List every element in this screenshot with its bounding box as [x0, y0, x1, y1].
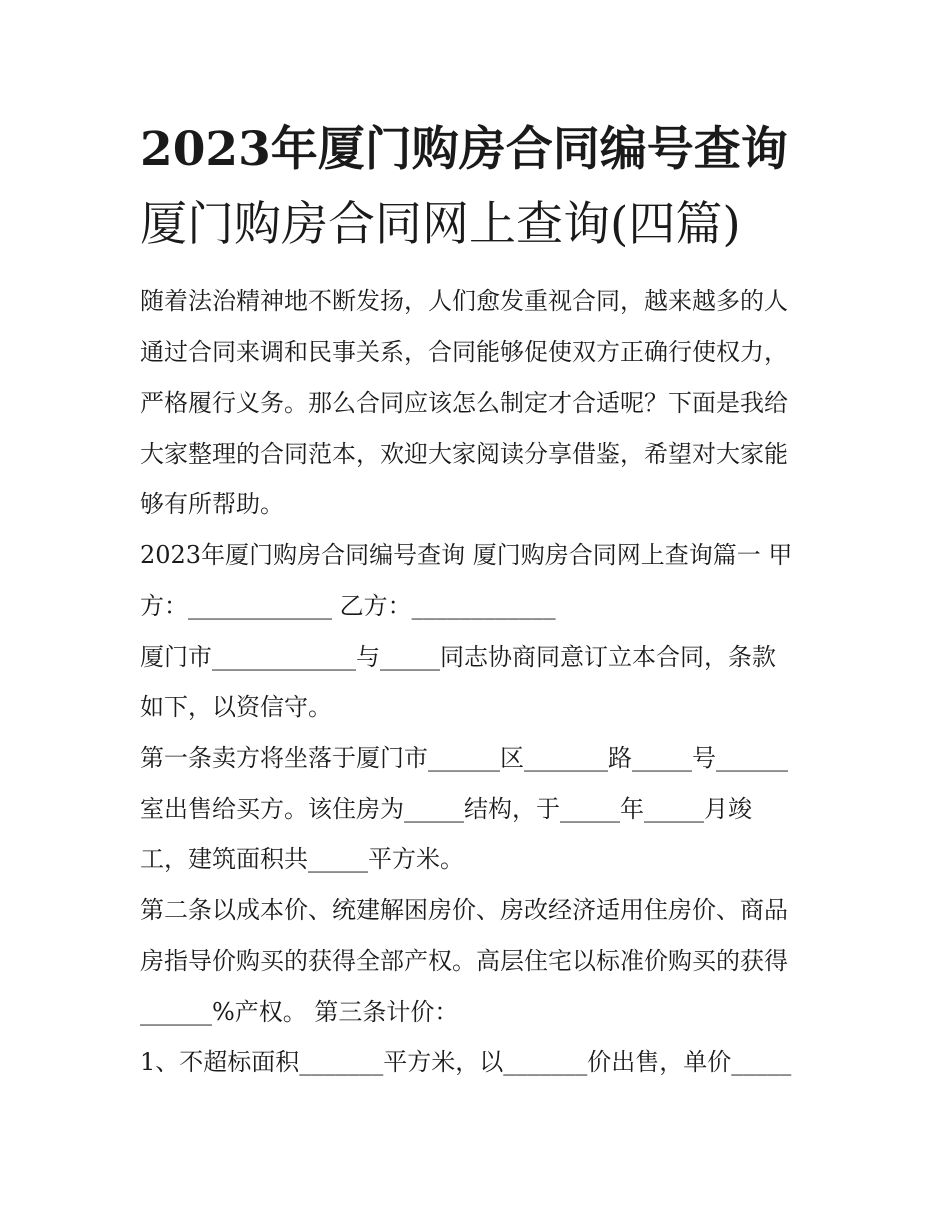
- document-title-line-1: 2023年厦门购房合同编号查询: [140, 122, 788, 177]
- body-line-8: 第二条以成本价、统建解困房价、房改经济适用住房价、商品: [140, 896, 788, 924]
- body-line-6: 室出售给买方。该住房为_____结构，于_____年_____月竣: [140, 795, 752, 823]
- body-line-2: 方：____________ 乙方：____________: [140, 592, 556, 620]
- intro-line-4: 大家整理的合同范本，欢迎大家阅读分享借鉴，希望对大家能: [140, 440, 788, 468]
- body-line-4: 如下，以资信守。: [140, 693, 332, 721]
- body-line-5: 第一条卖方将坐落于厦门市______区_______路_____号______: [140, 744, 788, 772]
- document-title-line-2: 厦门购房合同网上查询(四篇): [140, 197, 741, 252]
- intro-line-5: 够有所帮助。: [140, 490, 284, 518]
- body-line-3: 厦门市____________与_____同志协商同意订立本合同，条款: [140, 643, 776, 671]
- body-line-1: 2023年厦门购房合同编号查询 厦门购房合同网上查询篇一 甲: [140, 541, 793, 569]
- body-line-7: 工，建筑面积共_____平方米。: [140, 845, 464, 873]
- body-line-9: 房指导价购买的获得全部产权。高层住宅以标准价购买的获得: [140, 947, 788, 975]
- intro-line-2: 通过合同来调和民事关系，合同能够促使双方正确行使权力，: [140, 338, 788, 366]
- intro-line-3: 严格履行义务。那么合同应该怎么制定才合适呢？下面是我给: [140, 389, 788, 417]
- intro-line-1: 随着法治精神地不断发扬，人们愈发重视合同，越来越多的人: [140, 287, 788, 315]
- body-line-10: ______%产权。 第三条计价：: [140, 998, 459, 1026]
- body-line-11: 1、不超标面积_______平方米，以_______价出售，单价_____: [140, 1048, 792, 1076]
